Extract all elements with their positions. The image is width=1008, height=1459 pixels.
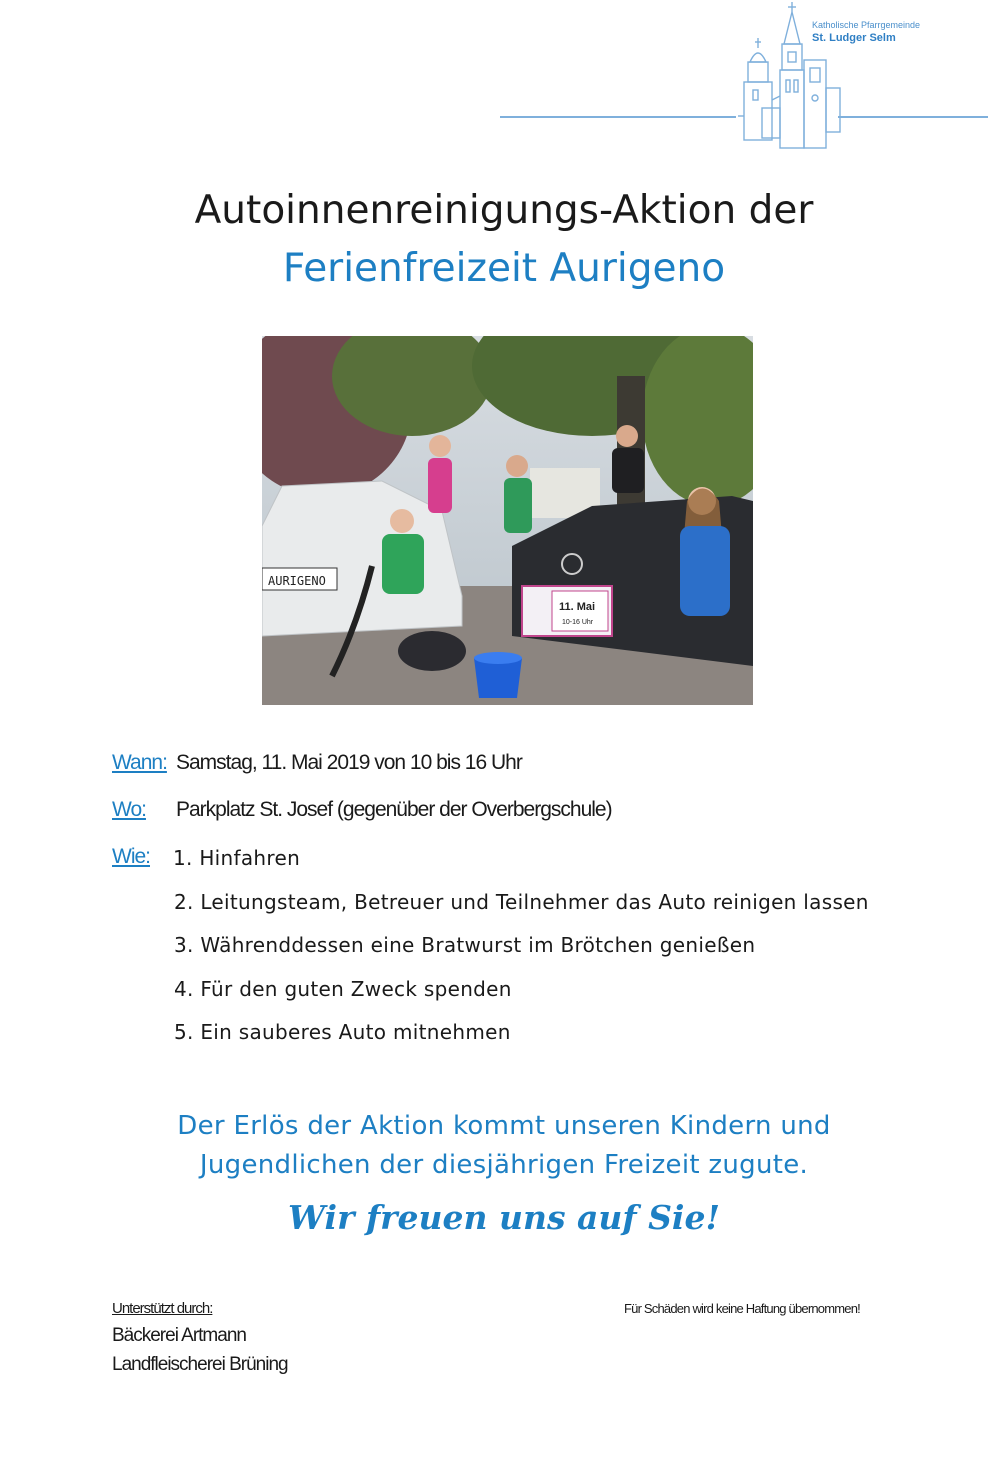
detail-wie xyxy=(112,845,150,869)
detail-wann xyxy=(112,751,522,775)
liability-disclaimer: Für Schäden wird keine Haftung übernommen! xyxy=(624,1301,860,1316)
proceeds-line2: Jugendlichen der diesjährigen Freizeit zugute. xyxy=(199,1150,809,1180)
plate-text: AURIGENO xyxy=(268,574,326,588)
wann-value: Samstag, 11. Mai 2019 von 10 bis 16 Uhr xyxy=(176,751,522,774)
parish-logo xyxy=(500,0,990,150)
sign-date: 11. Mai xyxy=(559,601,596,613)
greeting: Wir freuen uns auf Sie! xyxy=(288,1198,720,1237)
step-4: 4. Für den guten Zweck spenden xyxy=(174,977,512,1001)
wo-label: Wo: xyxy=(112,798,146,821)
group-photo xyxy=(262,336,753,705)
step-5: 5. Ein sauberes Auto mitnehmen xyxy=(174,1020,511,1044)
step-1: 1. Hinfahren xyxy=(173,846,301,870)
page-title-line1: Autoinnenreinigungs-Aktion der xyxy=(194,188,814,233)
support-heading: Unterstützt durch: xyxy=(112,1300,213,1317)
step-3: 3. Währenddessen eine Bratwurst im Brötchen genießen xyxy=(174,933,756,957)
logo-line-name: St. Ludger Selm xyxy=(812,32,896,44)
sponsor-2: Landfleischerei Brüning xyxy=(112,1354,288,1375)
logo-rule-left xyxy=(500,116,736,118)
wann-label: Wann: xyxy=(112,751,167,774)
sign-time: 10-16 Uhr xyxy=(562,619,594,626)
logo-line-parish: Katholische Pfarrgemeinde xyxy=(812,20,921,30)
sponsor-1: Bäckerei Artmann xyxy=(112,1325,246,1346)
car-wash-scene xyxy=(262,336,753,705)
detail-wo xyxy=(112,798,612,822)
wo-value: Parkplatz St. Josef (gegenüber der Overbergschule) xyxy=(176,798,612,821)
proceeds-line1: Der Erlös der Aktion kommt unseren Kindern und xyxy=(177,1111,831,1141)
step-2: 2. Leitungsteam, Betreuer und Teilnehmer das Auto reinigen lassen xyxy=(174,890,869,914)
wie-label: Wie: xyxy=(112,845,150,868)
page-title-line2: Ferienfreizeit Aurigeno xyxy=(282,246,726,291)
logo-rule-right xyxy=(838,116,988,118)
